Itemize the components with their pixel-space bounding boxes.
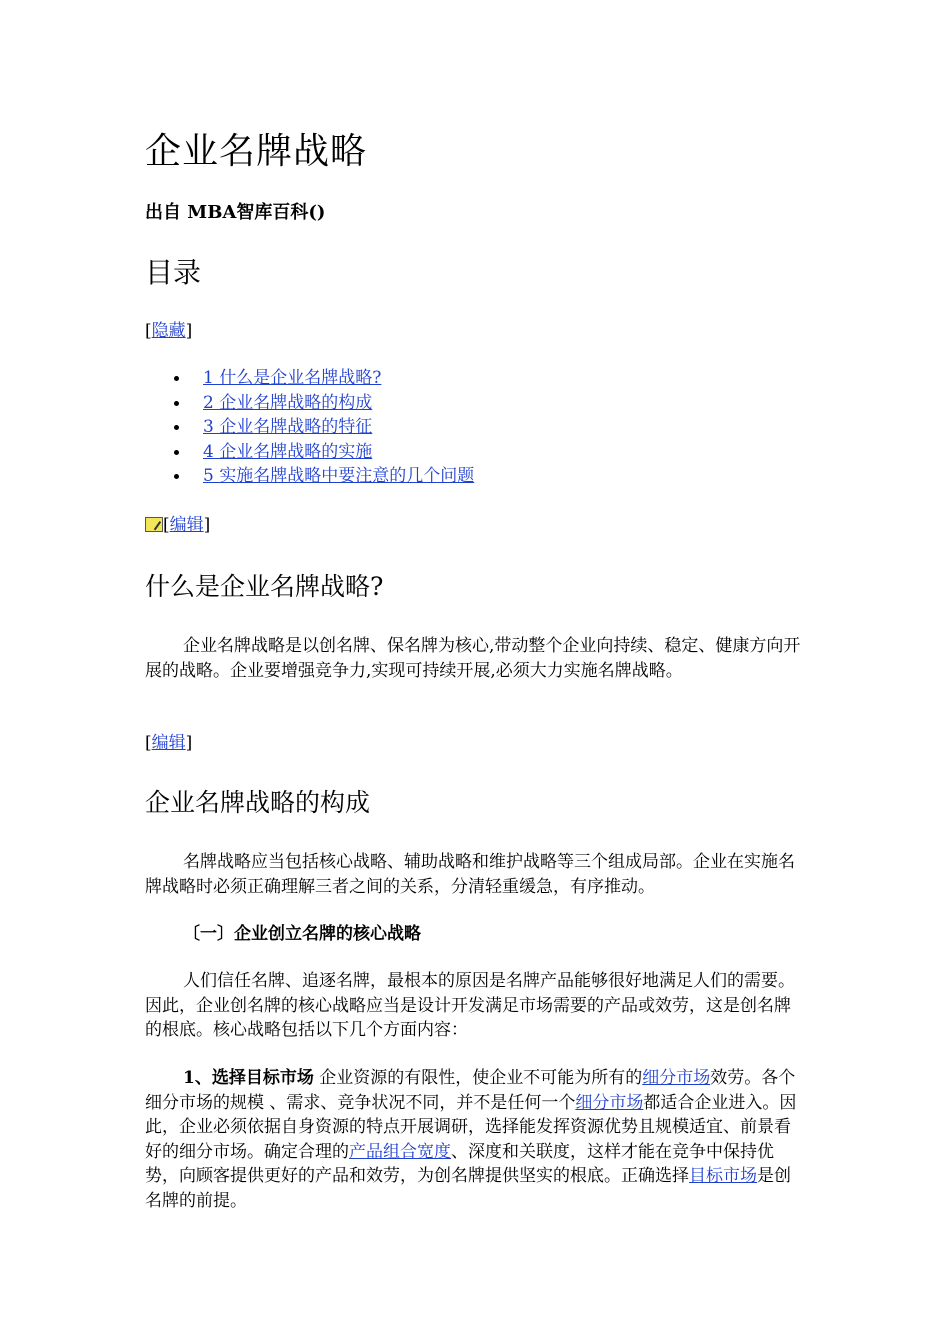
- section1-heading: 什么是企业名牌战略?: [145, 572, 384, 601]
- point1-text-2: 效劳。各个细分市场的规模 、需求、竞争状况不同，并不是任何一个: [145, 1068, 796, 1113]
- bracket-close: ]: [203, 515, 211, 535]
- page-title: 企业名牌战略: [145, 131, 368, 172]
- section1-edit-link[interactable]: 编辑: [169, 515, 204, 535]
- point1-label: 1、选择目标市场: [183, 1068, 314, 1088]
- section2-edit-link[interactable]: 编辑: [151, 733, 186, 753]
- toc-hide-control: [145, 319, 192, 343]
- bracket-open: [: [163, 515, 170, 535]
- toc-link-2[interactable]: 2 企业名牌战略的构成: [203, 392, 373, 413]
- section2-subheading: 〔一〕企业创立名牌的核心战略: [183, 924, 421, 944]
- point1-text-3: 都适合企业进入。因此，企业必须依据自身资源的特点开展调研，选择能发挥资源优势且规模适宜、前景看好的细分市场。确定合理的: [145, 1092, 797, 1162]
- link-product-mix-width[interactable]: 产品组合宽度: [349, 1141, 451, 1162]
- bracket-open: [: [145, 733, 152, 753]
- source-line: 出自 MBA智库百科(): [145, 202, 326, 223]
- toc-list: [170, 366, 474, 489]
- section2-intro: 名牌战略应当包括核心战略、辅助战略和维护战略等三个组成局部。企业在实施名牌战略时必须正确理解三者之间的关系，分清轻重缓急，有序推动。: [145, 852, 795, 897]
- link-target-market[interactable]: 目标市场: [689, 1166, 757, 1187]
- toc-link-1[interactable]: 1 什么是企业名牌战略?: [203, 368, 382, 388]
- toc-link-5[interactable]: 5 实施名牌战略中要注意的几个问题: [203, 466, 475, 487]
- toc-hide-link[interactable]: 隐藏: [151, 321, 186, 341]
- bracket-close: ]: [185, 321, 193, 341]
- point1-text-1: 企业资源的有限性，使企业不可能为所有的: [313, 1068, 643, 1088]
- toc-item: [170, 366, 474, 391]
- section2-edit-control: [145, 731, 192, 755]
- edit-pencil-icon[interactable]: [145, 517, 163, 532]
- core-strategy-paragraph: 人们信任名牌、追逐名牌，最根本的原因是名牌产品能够很好地满足人们的需要。因此，企业创名牌的核心战略应当是设计开发满足市场需要的产品或效劳，这是创名牌的根底。核心战略包括以下几个方面内容：: [145, 971, 795, 1041]
- section2-heading: 企业名牌战略的构成: [145, 788, 371, 817]
- toc-item: [170, 391, 474, 416]
- link-segment-market-2[interactable]: 细分市场: [575, 1092, 644, 1113]
- section1-body: 企业名牌战略是以创名牌、保名牌为核心,带动整个企业向持续、稳定、健康方向开展的战略。企业要增强竞争力,实现可持续开展,必须大力实施名牌战略。: [145, 636, 801, 681]
- toc-item: [170, 415, 474, 440]
- link-segment-market-1[interactable]: 细分市场: [642, 1068, 711, 1088]
- section1-edit-control: [145, 513, 210, 537]
- point1-text-5: 是创 名牌的前提。: [145, 1166, 791, 1211]
- toc-item: [170, 440, 474, 465]
- toc-title: 目录: [145, 256, 202, 289]
- point1-text-4: 、深度和关联度，这样才能在竞争中保持优势，向顾客提供更好的产品和效劳，为创名牌提供坚实的根底。正确选择: [145, 1141, 774, 1187]
- toc-link-4[interactable]: 4 企业名牌战略的实施: [203, 441, 373, 462]
- bracket-open: [: [145, 321, 152, 341]
- toc-link-3[interactable]: 3 企业名牌战略的特征: [203, 417, 373, 438]
- bracket-close: ]: [185, 733, 193, 753]
- point1-paragraph: [145, 1066, 805, 1214]
- toc-item: [170, 464, 474, 489]
